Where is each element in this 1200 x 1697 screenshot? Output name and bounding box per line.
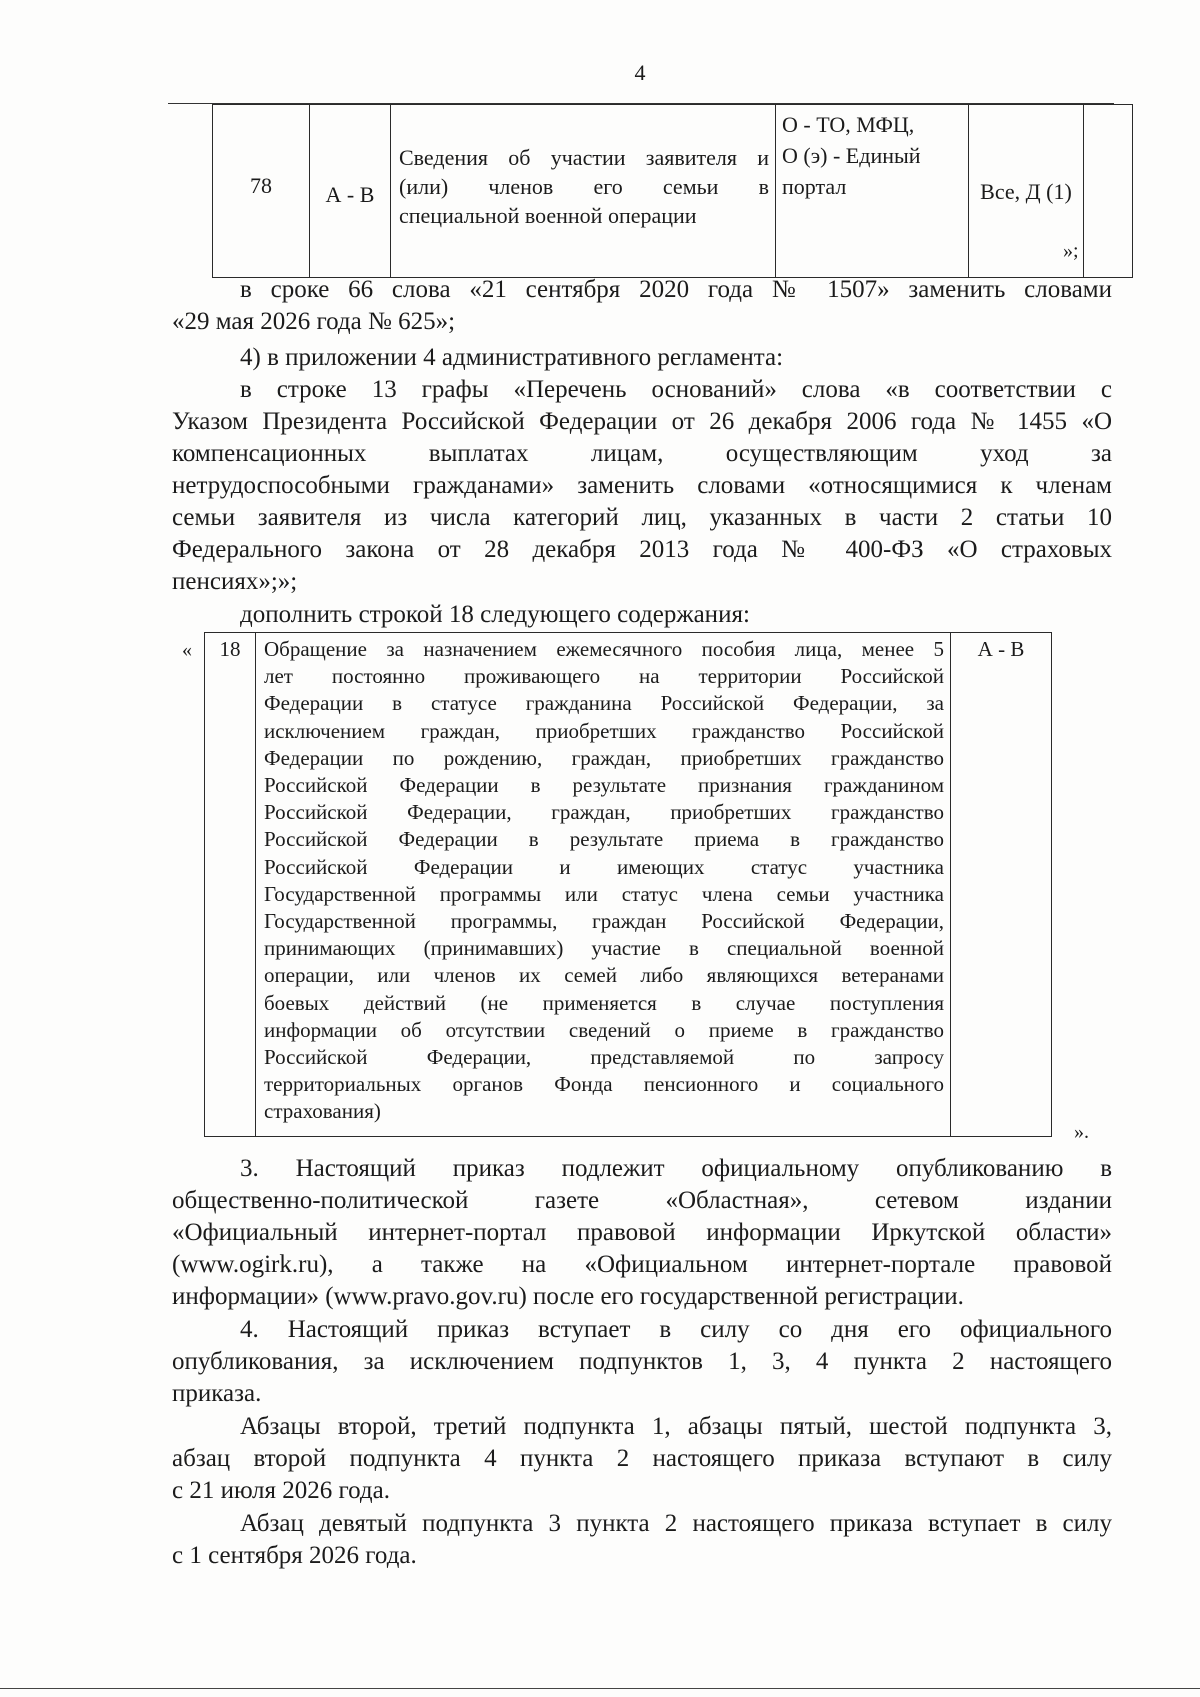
section-item4-paragraph3	[172, 1508, 1112, 1572]
row-code-cell: А - В	[951, 633, 1052, 1137]
description-line: территориальных органов Фонда пенсионного и социального	[264, 1072, 944, 1097]
description-line: страхования)	[264, 1099, 381, 1124]
text-line: (www.ogirk.ru), а также на «Официальном интернет-портале правовой	[172, 1251, 1112, 1278]
text-line: Абзацы второй, третий подпункта 1, абзацы пятый, шестой подпункта 3,	[240, 1413, 1112, 1440]
description-line: Сведения об участии заявителя и	[399, 144, 769, 170]
text-line: «Официальный интернет-портал правовой информации Иркутской области»	[172, 1219, 1112, 1246]
text-line: Абзац девятый подпункта 3 пункта 2 настоящего приказа вступает в силу	[240, 1510, 1112, 1537]
row-description-cell	[256, 633, 951, 1137]
row-place-cell	[776, 105, 969, 278]
description-line: операции, или членов их семей либо являющихся ветеранами	[264, 963, 944, 988]
description-line: лет постоянно проживающего на территории Российской	[264, 664, 944, 689]
row-category-cell: Все, Д (1)	[969, 105, 1084, 278]
text-line: в сроке 66 слова «21 сентября 2020 года № 1507» заменить словами	[240, 276, 1112, 303]
place-line: О (э) - Единый	[782, 143, 921, 168]
description-line: Российской Федерации в результате приема в гражданство	[264, 827, 944, 852]
closing-quote: ».	[1074, 1121, 1089, 1143]
opening-quote: «	[182, 639, 192, 661]
description-line: боевых действий (не применяется в случае поступления	[264, 990, 944, 1015]
description-line: Российской Федерации, представляемой по запросу	[264, 1045, 944, 1070]
description-line: специальной военной операции	[399, 202, 697, 228]
text-line: общественно-политической газете «Областная», сетевом издании	[172, 1187, 1112, 1214]
text-line: семьи заявителя из числа категорий лиц, указанных в части 2 статьи 10	[172, 504, 1112, 531]
paragraph-item4-header	[172, 342, 1112, 374]
place-line: портал	[782, 174, 847, 199]
text-line: 4. Настоящий приказ вступает в силу со дня его официального	[240, 1316, 1112, 1343]
text-line: компенсационных выплатах лицам, осуществляющим уход за	[172, 440, 1112, 467]
row-number-cell: 18	[205, 633, 256, 1137]
text-line: приказа.	[172, 1380, 262, 1407]
description-line: Федерации по рождению, граждан, приобретших гражданство	[264, 745, 944, 770]
text-line: информации» (www.pravo.gov.ru) после его государственной регистрации.	[172, 1283, 964, 1310]
text-line: абзац второй подпункта 4 пункта 2 настоящего приказа вступают в силу	[172, 1445, 1112, 1472]
text-line: с 21 июля 2026 года.	[172, 1477, 390, 1504]
section-item4	[172, 1314, 1112, 1410]
place-line: О - ТО, МФЦ,	[782, 112, 915, 137]
closing-quote: »;	[1063, 240, 1079, 262]
row-description-cell	[391, 105, 776, 278]
section-item3	[172, 1153, 1112, 1313]
row-blank-cell	[1084, 105, 1133, 278]
table-row-18	[204, 632, 1052, 1137]
description-line: (или) членов его семьи в	[399, 173, 769, 199]
paragraph-row13	[172, 374, 1112, 598]
row-code-cell: А - В	[310, 105, 391, 278]
table-row-78	[212, 104, 1133, 278]
paragraph-row66	[172, 274, 1112, 338]
description-line: Государственной программы или статус члена семьи участника	[264, 881, 944, 906]
text-line: 4) в приложении 4 административного регламента:	[240, 344, 784, 371]
row-number-cell: 78	[213, 105, 310, 278]
text-line: опубликования, за исключением подпунктов 1, 3, 4 пункта 2 настоящего	[172, 1348, 1112, 1375]
page-number: 4	[634, 60, 646, 85]
description-line: Государственной программы, граждан Российской Федерации,	[264, 909, 944, 934]
text-line: нетрудоспособными гражданами» заменить словами «относящимися к членам	[172, 472, 1112, 499]
description-line: Российской Федерации и имеющих статус участника	[264, 854, 944, 879]
text-line: «29 мая 2026 года № 625»;	[172, 308, 456, 335]
section-item4-paragraph2	[172, 1411, 1112, 1507]
text-line: пенсиях»;»;	[172, 568, 298, 595]
paragraph-add-row18: дополнить строкой 18 следующего содержания:	[240, 601, 750, 628]
description-line: принимающих (принимавших) участие в специальной военной	[264, 936, 944, 961]
description-line: Российской Федерации в результате признания гражданином	[264, 773, 944, 798]
description-line: исключением граждан, приобретших гражданство Российской	[264, 718, 944, 743]
description-line: информации об отсутствии сведений о приеме в гражданство	[264, 1017, 944, 1042]
description-line: Федерации в статусе гражданина Российской Федерации, за	[264, 691, 944, 716]
description-line: Российской Федерации, граждан, приобретших гражданство	[264, 800, 944, 825]
text-line: Федерального закона от 28 декабря 2013 года № 400-ФЗ «О страховых	[172, 536, 1112, 563]
page-bottom-rule	[0, 1688, 1200, 1689]
text-line: Указом Президента Российской Федерации от 26 декабря 2006 года № 1455 «О	[172, 408, 1112, 435]
text-line: 3. Настоящий приказ подлежит официальному опубликованию в	[240, 1155, 1112, 1182]
text-line: в строке 13 графы «Перечень оснований» слова «в соответствии с	[240, 376, 1112, 403]
description-line: Обращение за назначением ежемесячного пособия лица, менее 5	[264, 637, 944, 661]
text-line: с 1 сентября 2026 года.	[172, 1542, 417, 1569]
